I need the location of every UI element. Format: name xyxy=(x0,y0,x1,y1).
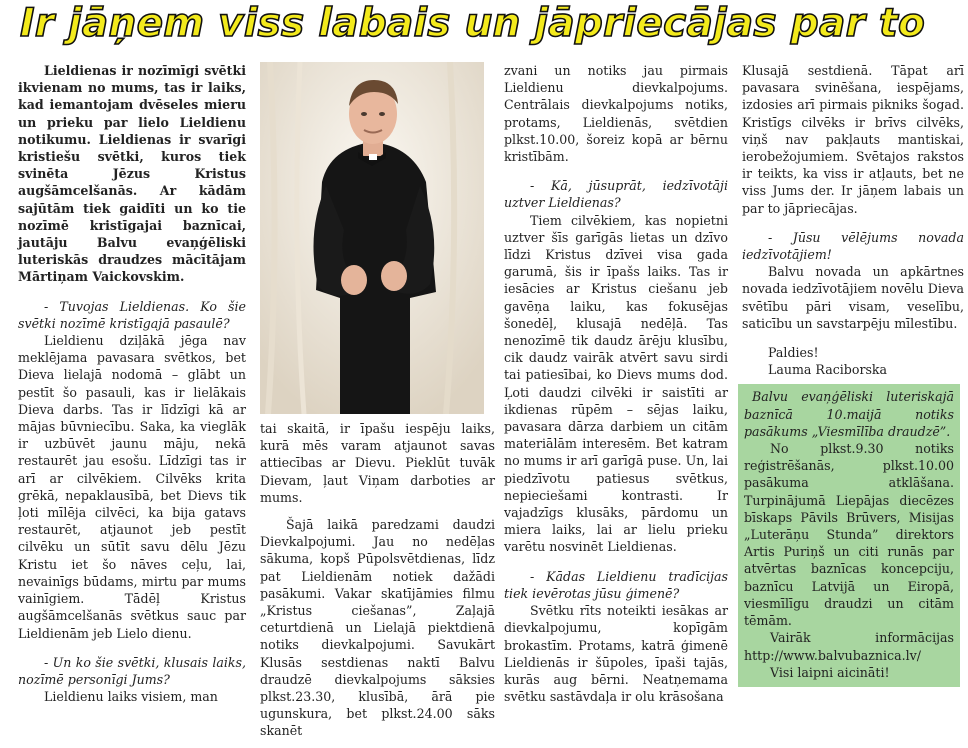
col3-question-1: - Kā, jūsuprāt, iedzīvotāji uztver Lieldienas? xyxy=(504,178,728,211)
col4-paragraph-1: Klusajā sestdienā. Tāpat arī pavasara svinēšana, iespējams, izdosies arī pirmais pikniks šogad. Kristīgs cilvēks ir brīvs cilvēks, viņš nav pakļauts mantiskai, ierobežojumiem. Svētajos rakstos ir teikts, ka viss ir atļauts, bet ne viss Jums der. Ir jāņem labais un par to jāpriecājas. xyxy=(742,63,964,216)
answer-1: Lieldienu dziļākā jēga nav meklējama pavasara svētkos, bet Dieva lielajā nodomā – glābt un pestīt šo pasauli, kas ir lielākais Dieva darbs. Tas ir līdzīgi kā ar mājas būvniecību. Saka, ka vieglāk ir uzbūvēt jaunu māju, nekā restaurēt jau esošu. Līdzīgi tas ir arī ar cilvēkiem. Cilvēks krita grēkā, nepaklausībā, bet Dievs tik ļoti mīlēja cilvēci, ka bija gatavs restaurēt, atjaunot jeb pestīt cilvēku un sūtīt savu dēlu Jēzu Kristu iet šo nāves ceļu, lai, nevainīgs būdams, mirtu par mums vainīgiem. Tādēļ Kristus augšāmcelšanās svētkus sauc par Lieldienām jeb Lielo dienu. xyxy=(18,333,246,641)
col3-answer-1: Tiem cilvēkiem, kas nopietni uztver šīs garīgās lietas un dzīvo līdzi Kristus dzīvei visa gada garumā, šis ir īpašs laiks. Tas ir iesācies ar Kristus ciešanu jeb gavēņa laiku, kas fokusējas šonedēļ, klusajā nedēļā. Tas nenozīmē tik daudz ārēju klusību, cik daudz vairāk atvērt savu sirdi tai patiesībai, ko Dievs mums dod. Ļoti daudzi cilvēki ir saistīti ar ikdienas rūpēm – sējas laiku, pavasara dārza darbiem un citām materiālām interesēm. Bet katram no mums ir arī garīgā puse. Un, lai piedzīvotu patiesus svētkus, nepieciešami kontrasti. Ir vajadzīgs klusāks, pārdomu un miera laiks, lai ar lielu prieku varētu nosvinēt Lieldienas. xyxy=(504,212,728,555)
col3-question-2: - Kādas Lieldienu tradīcijas tiek ievērotas jūsu ģimenē? xyxy=(504,568,728,601)
priest-photo xyxy=(260,62,484,414)
column-2 xyxy=(260,420,495,740)
col4-question-1: - Jūsu vēlējums novada iedzīvotājiem! xyxy=(742,229,964,263)
question-2: - Un ko šie svētki, klusais laiks, nozīmē personīgi Jums? xyxy=(18,654,246,687)
column-1 xyxy=(18,62,246,705)
event-invitation: Visi laipni aicināti! xyxy=(770,664,890,680)
priest-figure-image xyxy=(260,62,484,414)
headline: Ir jāņem viss labais un jāpriecājas par to xyxy=(20,1,926,46)
question-1: - Tuvojas Lieldienas. Ko šie svētki nozīmē kristīgajā pasaulē? xyxy=(18,298,246,331)
col3-paragraph-1: zvani un notiks jau pirmais Lieldienu dievkalpojums. Centrālais dievkalpojums notiks, protams, Lieldienās, svētdien plkst.10.00, šoreiz kopā ar bērnu kristībām. xyxy=(504,63,728,165)
intro-paragraph: Lieldienas ir nozīmīgi svētki ikvienam no mums, tas ir laiks, kad iemantojam dvēseles mieru un prieku par lielo Lieldienu notikumu. Lieldienas ir svarīgi kristiešu svētki, kuros tiek svinēta Jēzus Kristus augšāmcelšanās. Ar kādām sajūtām tiek gaidīti un ko tie nozīmē kristīgajai baznīcai, jautāju Balvu evaņģēliski luteriskās draudzes mācītājam Mārtiņam Vaickovskim. xyxy=(18,63,246,285)
signature-block xyxy=(742,344,964,378)
event-info-link[interactable]: Vairāk informācijas http://www.balvubaznica.lv/ xyxy=(744,630,954,663)
col2-paragraph-1: tai skaitā, ir īpašu iespēju laiks, kurā mēs varam atjaunot savas attiecības ar Dievu. Pieklūt tuvāk Dievam, ļaut Viņam darboties ar mums. xyxy=(260,421,495,505)
column-3 xyxy=(504,62,728,705)
column-4 xyxy=(742,62,964,687)
col2-paragraph-2: Šajā laikā paredzami daudzi Dievkalpojumi. Jau no nedēļas sākuma, kopš Pūpolsvētdienas, līdz pat Lieldienām notiek dažādi pasākumi. Vakar skatījāmies filmu „Kristus ciešanas”, Zaļajā ceturtdienā un Lielajā piektdienā notiks dievkalpojumi. Savukārt Klusās sestdienas naktī Balvu draudzē dievkalpojums sāksies plkst.23.30, klusībā, ārā pie ugunskura, bet plkst.24.00 sāks skanēt xyxy=(260,517,495,739)
col3-answer-2: Svētku rīts noteikti iesākas ar dievkalpojumu, kopīgām brokastīm. Protams, katrā ģimenē Lieldienās ir šūpoles, īpaši tajās, kurās aug bērni. Neatņemama svētku sastāvdaļa ir olu krāsošana xyxy=(504,603,728,705)
event-lead: Balvu evaņģēliski luteriskajā baznīcā 10.maijā notiks pasākums „Viesmīlība draudzē”. xyxy=(744,389,954,439)
col4-answer-1: Balvu novada un apkārtnes novada iedzīvotājiem novēlu Dieva svētību pāri visam, veselību, saticību un savstarpēju mīlestību. xyxy=(742,264,964,331)
event-announcement-box xyxy=(738,384,960,686)
author-name: Lauma Raciborska xyxy=(768,362,888,378)
answer-2-start: Lieldienu laiks visiem, man xyxy=(44,689,218,705)
event-details: No plkst.9.30 notiks reģistrēšanās, plkst.10.00 pasākuma atklāšana. Turpinājumā Liepājas diecēzes bīskaps Pāvils Brūvers, Misijas „Luterāņu Stunda” direktors Artis Puriņš un citi runās par atvērtas baznīcas koncepciju, baznīcu Latvijā un Eiropā, viesmīlīgu draudzi un citām tēmām. xyxy=(744,441,954,629)
thanks-text: Paldies! xyxy=(768,345,819,361)
